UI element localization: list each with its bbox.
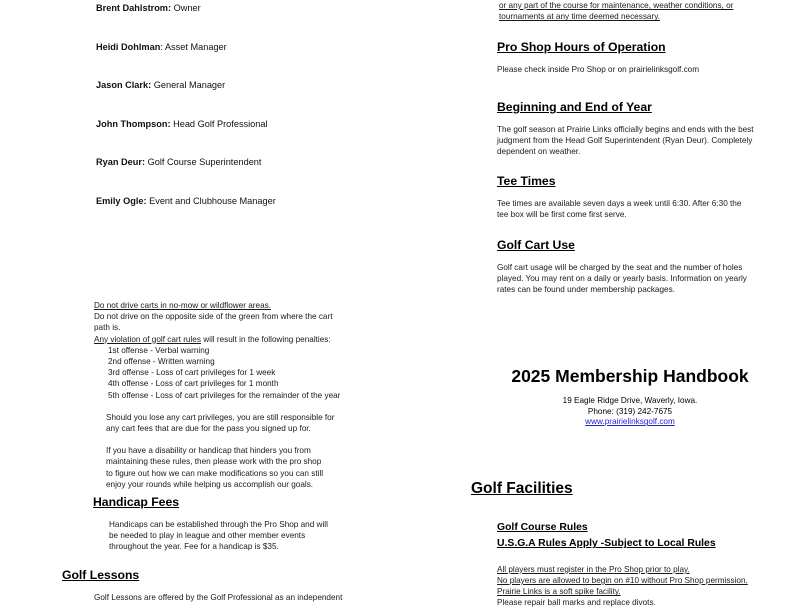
golf-facilities-section <box>471 479 791 498</box>
season-heading: Beginning and End of Year <box>497 100 652 114</box>
course-rules-list <box>497 564 797 609</box>
violation-rest-phrase: will result in the following penalties: <box>200 334 331 344</box>
staff-role: Event and Clubhouse Manager <box>146 195 276 206</box>
staff-name: Brent Dahlstrom: <box>96 3 172 13</box>
cart-rules-section <box>94 300 346 490</box>
course-rule-item: Please repair ball marks and replace divots. <box>497 598 656 608</box>
usga-rules-heading: U.S.G.A Rules Apply -Subject to Local Rules <box>497 538 716 550</box>
golf-cart-use-section <box>497 238 787 296</box>
handicap-fees-heading: Handicap Fees <box>93 495 180 509</box>
staff-name: Heidi Dohlman <box>96 41 161 52</box>
spacer <box>94 401 346 412</box>
staff-entry <box>96 118 396 130</box>
course-closure-note <box>499 0 759 22</box>
staff-entry <box>96 195 396 207</box>
golf-cart-use-heading: Golf Cart Use <box>497 238 575 252</box>
staff-role: Golf Course Superintendent <box>145 157 262 167</box>
closure-note-line-2: tournaments at any time deemed necessary. <box>499 12 660 22</box>
penalty-item: 4th offense - Loss of cart privileges for 1 month <box>108 379 279 389</box>
staff-entry <box>96 41 396 53</box>
golf-lessons-section <box>62 568 362 603</box>
page-title: 2025 Membership Handbook <box>511 366 749 386</box>
closure-note-line-1: or any part of the course for maintenance, weather conditions, or <box>499 1 734 10</box>
golf-facilities-heading: Golf Facilities <box>471 480 573 497</box>
cart-rule-no-mow: Do not drive carts in no-mow or wildflower areas. <box>94 301 272 310</box>
penalty-item: 3rd offense - Loss of cart privileges for 1 week <box>108 368 276 378</box>
season-body: The golf season at Prairie Links officially begins and ends with the best judgment from the Head Golf Superintendent (Ryan Deur). Completely dependent on weather. <box>497 125 754 157</box>
cart-rule-green-side: Do not drive on the opposite side of the green from where the cart path is. <box>94 312 333 333</box>
staff-role: Owner <box>171 3 201 13</box>
pro-shop-hours-section <box>497 40 787 75</box>
violation-underlined-phrase: Any violation of golf cart rules <box>94 334 201 344</box>
handicap-fees-body: Handicaps can be established through the Pro Shop and will be needed to play in league and other member events throughout the year. Fee for a handicap is $35. <box>109 520 328 552</box>
season-section <box>497 100 789 158</box>
golf-lessons-body: Golf Lessons are offered by the Golf Professional as an independent <box>94 593 343 602</box>
golf-cart-use-body: Golf cart usage will be charged by the seat and the number of holes played. You may rent on a daily or yearly basis. Information on yearly rates can be found under membership packages. <box>497 263 747 295</box>
tee-times-body: Tee times are available seven days a week until 6:30. After 6:30 the tee box will be first come first serve. <box>497 199 742 220</box>
course-rule-item: All players must register in the Pro Shop prior to play. <box>497 564 690 574</box>
golf-course-rules-block <box>497 521 797 609</box>
staff-name: Jason Clark: <box>96 80 152 90</box>
staff-role: : Asset Manager <box>160 41 227 52</box>
cart-rule-violation-intro <box>94 334 346 345</box>
staff-name: John Thompson: <box>96 118 171 129</box>
pro-shop-hours-body: Please check inside Pro Shop or on prairielinksgolf.com <box>497 65 700 74</box>
staff-name: Emily Ogle: <box>96 195 147 206</box>
disability-paragraph: If you have a disability or handicap that hinders you from maintaining these rules, then please work with the pro shop to figure out how we can make modifications so you can still enjoy your rounds while helping us accomplish our goals. <box>106 446 324 489</box>
handicap-fees-section <box>93 495 353 553</box>
penalty-item: 2nd offense - Written warning <box>108 357 215 367</box>
golf-course-rules-heading: Golf Course Rules <box>497 522 588 533</box>
phone-line: Phone: (319) 242-7675 <box>587 406 673 416</box>
staff-entry <box>96 156 396 168</box>
staff-entry <box>96 2 396 14</box>
staff-role: Head Golf Professional <box>170 118 268 129</box>
tee-times-section <box>497 174 787 220</box>
staff-entry <box>96 79 396 91</box>
staff-name: Ryan Deur: <box>96 157 146 167</box>
tee-times-heading: Tee Times <box>497 174 556 188</box>
spacer <box>94 434 346 445</box>
address-block <box>460 396 800 428</box>
staff-directory <box>96 2 396 207</box>
course-rule-item: No players are allowed to begin on #10 without Pro Shop permission. <box>497 576 748 586</box>
course-rule-item: Prairie Links is a soft spike facility. <box>497 587 621 597</box>
website-link[interactable]: www.prairielinksgolf.com <box>585 417 675 427</box>
penalty-item: 1st offense - Verbal warning <box>108 345 210 355</box>
golf-lessons-heading: Golf Lessons <box>62 568 140 582</box>
penalty-item: 5th offense - Loss of cart privileges for the remainder of the year <box>108 390 341 400</box>
cart-fees-paragraph: Should you lose any cart privileges, you are still responsible for any cart fees that are due for the pass you signed up for. <box>106 412 335 434</box>
handbook-title-block <box>460 366 800 428</box>
staff-role: General Manager <box>151 80 226 90</box>
address-line: 19 Eagle Ridge Drive, Waverly, Iowa. <box>562 396 698 405</box>
pro-shop-hours-heading: Pro Shop Hours of Operation <box>497 40 666 54</box>
